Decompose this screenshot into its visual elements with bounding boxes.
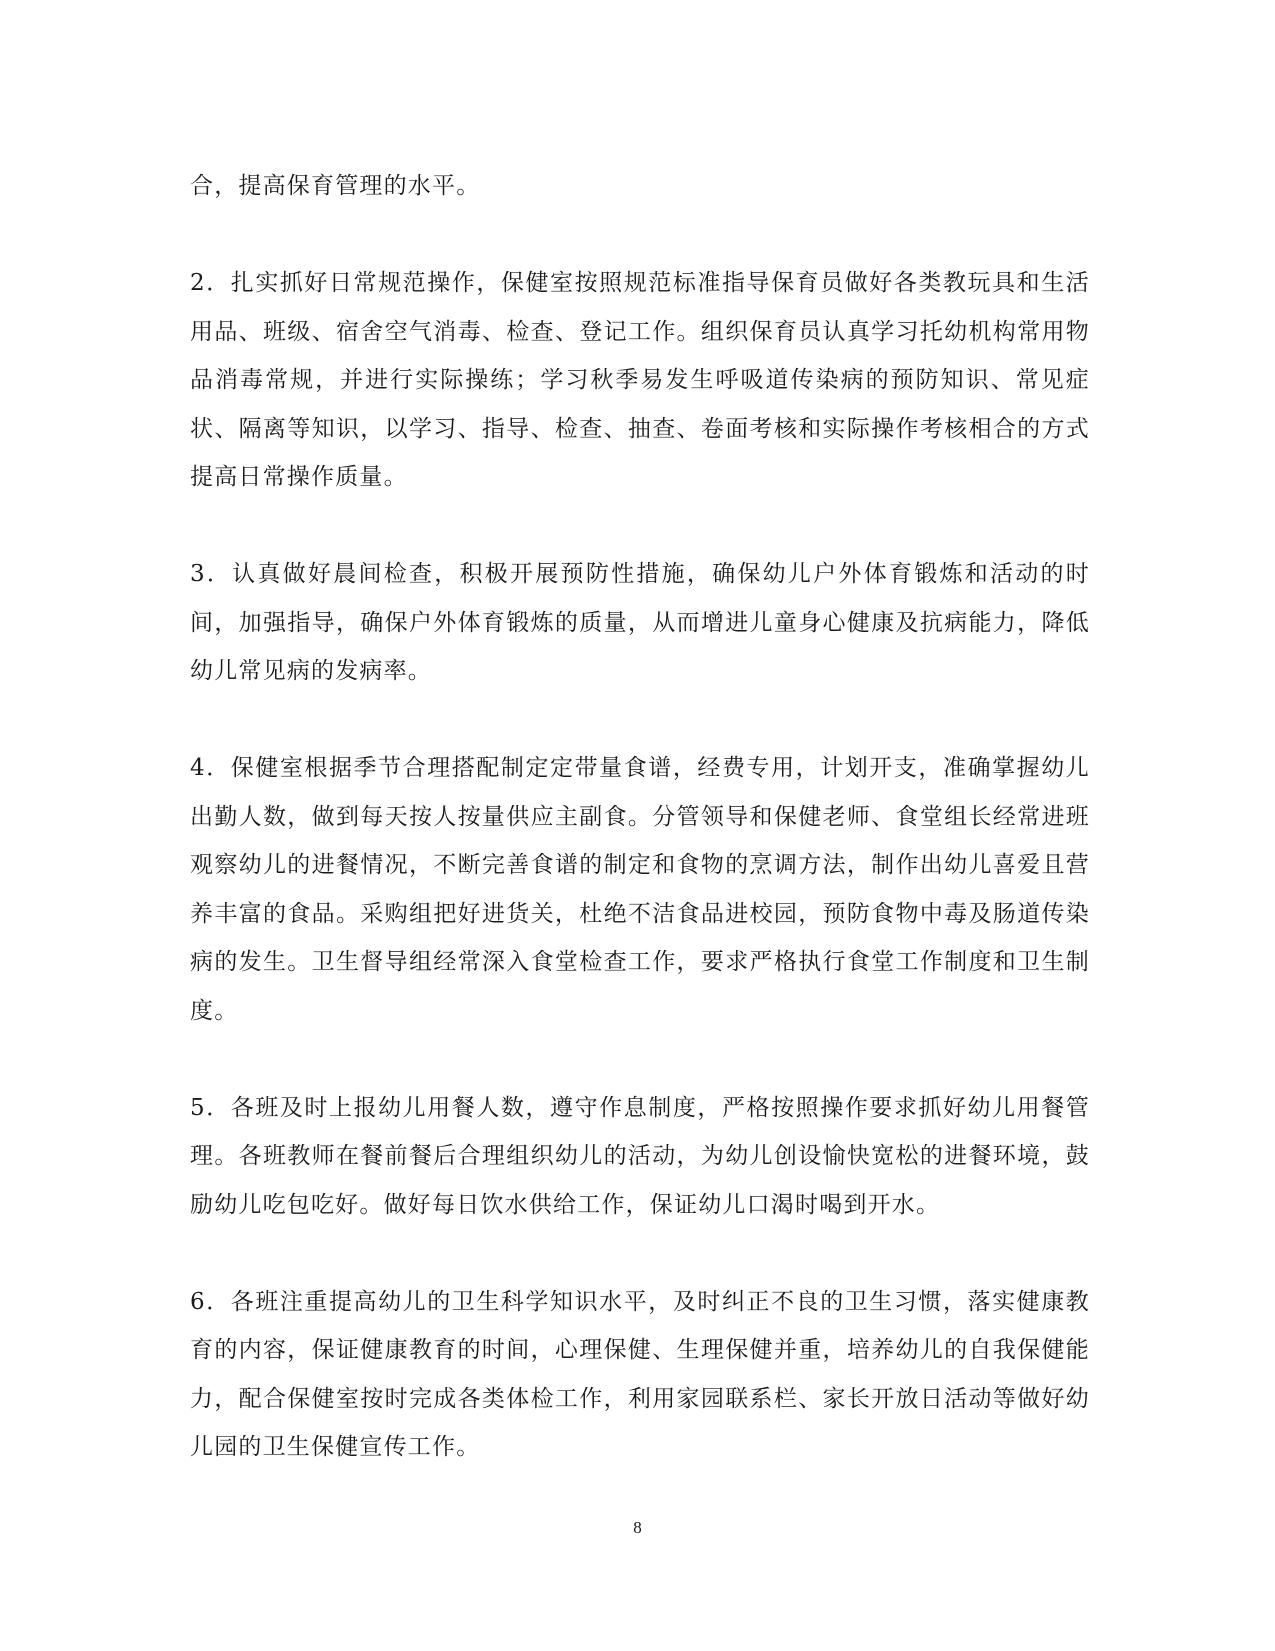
paragraph-item-6: 6．各班注重提高幼儿的卫生科学知识水平，及时纠正不良的卫生习惯，落实健康教育的内容，保证健康教育的时间，心理保健、生理保健并重，培养幼儿的自我保健能力，配合保健室按时完成各类体检工作，利用家园联系栏、家长开放日活动等做好幼儿园的卫生保健宣传工作。 [190,1288,1090,1460]
paragraph-item-4: 4．保健室根据季节合理搭配制定定带量食谱，经费专用，计划开支，准确掌握幼儿出勤人数，做到每天按人按量供应主副食。分管领导和保健老师、食堂组长经常进班观察幼儿的进餐情况，不断完善食谱的制定和食物的烹调方法，制作出幼儿喜爱且营养丰富的食品。采购组把好进货关，杜绝不洁食品进校园，预防食物中毒及肠道传染病的发生。卫生督导组经常深入食堂检查工作，要求严格执行食堂工作制度和卫生制度。 [190,755,1090,1024]
paragraph-item-2: 2．扎实抓好日常规范操作，保健室按照规范标准指导保育员做好各类教玩具和生活用品、班级、宿舍空气消毒、检查、登记工作。组织保育员认真学习托幼机构常用物品消毒常规，并进行实际操练；学习秋季易发生呼吸道传染病的预防知识、常见症状、隔离等知识，以学习、指导、检查、抽查、卷面考核和实际操作考核相合的方式提高日常操作质量。 [190,270,1090,490]
paragraph-continuation: 合，提高保育管理的水平。 [190,173,481,199]
document-body [190,162,1090,1520]
paragraph-item-5: 5．各班及时上报幼儿用餐人数，遵守作息制度，严格按照操作要求抓好幼儿用餐管理。各班教师在餐前餐后合理组织幼儿的活动，为幼儿创设愉快宽松的进餐环境，鼓励幼儿吃包吃好。做好每日饮水供给工作，保证幼儿口渴时喝到开水。 [190,1094,1090,1218]
paragraph-item-3: 3．认真做好晨间检查，积极开展预防性措施，确保幼儿户外体育锻炼和活动的时间，加强指导，确保户外体育锻炼的质量，从而增进儿童身心健康及抗病能力，降低幼儿常见病的发病率。 [190,561,1090,684]
page-number: 8 [633,1518,642,1537]
